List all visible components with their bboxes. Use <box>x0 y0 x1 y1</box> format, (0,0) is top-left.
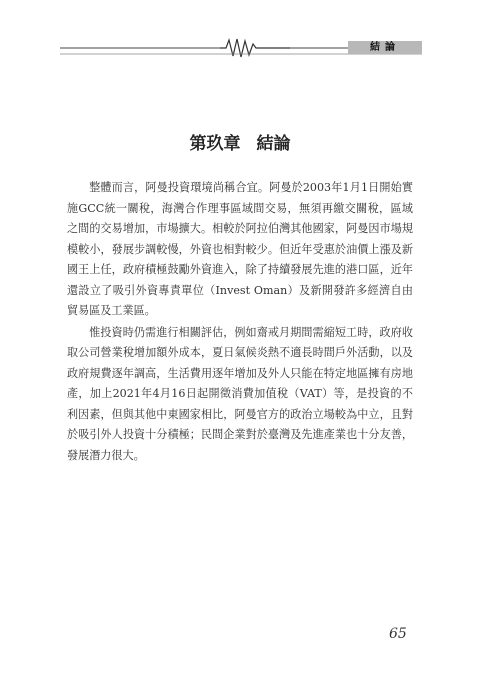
header-section-label: 結論 <box>348 41 422 54</box>
chapter-number: 第玖章 <box>189 134 241 155</box>
paragraph: 惟投資時仍需進行相關評估，例如齋戒月期間需縮短工時，政府收取公司營業稅增加額外成本，夏日氣候炎熱不適長時間戶外活動，以及政府規費逐年調高，生活費用逐年增加及外人只能在特定地區擁有房地產，加上2021年4月16日起開徵消費加值稅（VAT）等，是投資的不利因素，但與其他中東國家相比，阿曼官方的政治立場較為中立，且對於吸引外人投資十分積極；民間企業對於臺灣及先進產業也十分友善，發展潛力很大。 <box>67 325 413 462</box>
chapter-heading <box>0 129 480 154</box>
body-text <box>67 178 413 466</box>
page-number: 65 <box>389 626 407 642</box>
chapter-title: 結論 <box>256 134 291 155</box>
running-header <box>60 36 422 60</box>
paragraph: 整體而言，阿曼投資環境尚稱合宜。阿曼於2003年1月1日開始實施GCC統一關稅，海灣合作理事區域間交易，無須再繳交關稅，區域之間的交易增加，市場擴大。相較於阿拉伯灣其他國家，阿曼因市場規模較小，發展步調較慢，外資也相對較少。但近年受惠於油價上漲及新國王上任，政府積極鼓勵外資進入，除了持續發展先進的港口區，近年還設立了吸引外資專責單位（Invest Oman）及新開發許多經濟自由貿易區及工業區。 <box>67 181 413 317</box>
